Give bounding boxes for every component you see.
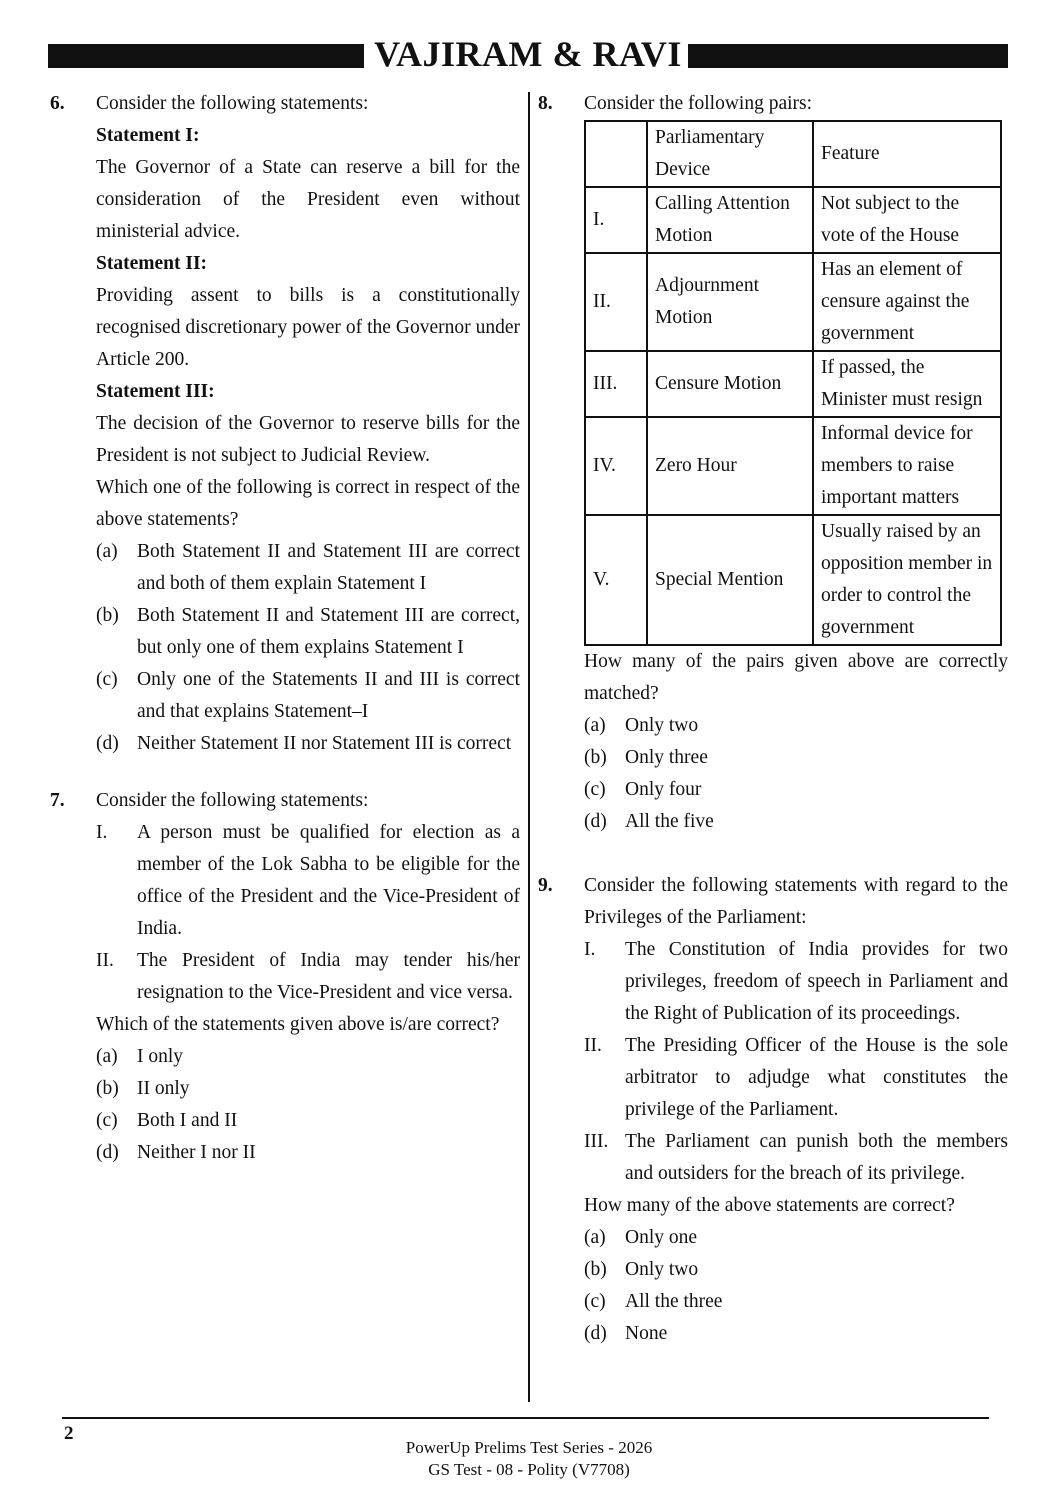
statement-label: I. <box>96 822 108 843</box>
statement-heading: Statement III: <box>96 381 215 402</box>
question-intro: Consider the following statements: <box>96 790 369 811</box>
statement-item <box>96 945 520 1009</box>
option-text: Both I and II <box>137 1110 238 1131</box>
question-prompt: How many of the pairs given above are correctly matched? <box>584 651 1008 704</box>
table-header-row <box>585 121 1001 187</box>
statement-text: Providing assent to bills is a constitutionally recognised discretionary power of the Governor under Article 200. <box>96 285 520 370</box>
option-label: (b) <box>96 1078 119 1099</box>
statement-label: II. <box>584 1035 602 1056</box>
statement-label: III. <box>584 1131 609 1152</box>
row-feature: Informal device for members to raise important matters <box>813 417 1001 515</box>
table-row <box>585 515 1001 645</box>
statement-label: II. <box>96 950 114 971</box>
question-7 <box>50 785 520 1169</box>
table-row <box>585 351 1001 417</box>
question-number: 9. <box>538 875 553 896</box>
row-device: Special Mention <box>647 515 813 645</box>
row-number: IV. <box>585 417 647 515</box>
statement-item <box>584 934 1008 1030</box>
answer-option <box>584 742 1008 774</box>
statement-item <box>584 1030 1008 1126</box>
table-row <box>585 187 1001 253</box>
statement-heading: Statement I: <box>96 125 200 146</box>
row-number: III. <box>585 351 647 417</box>
row-feature: Has an element of censure against the government <box>813 253 1001 351</box>
answer-option <box>96 536 520 600</box>
answer-option <box>96 1073 520 1105</box>
row-device: Adjournment Motion <box>647 253 813 351</box>
option-label: (a) <box>96 1046 118 1067</box>
answer-option <box>584 1318 1008 1350</box>
option-text: Only two <box>625 715 699 736</box>
option-text: Only two <box>625 1259 699 1280</box>
row-device: Calling Attention Motion <box>647 187 813 253</box>
left-column <box>50 88 520 1169</box>
option-label: (d) <box>96 1142 119 1163</box>
option-label: (b) <box>584 1259 607 1280</box>
answer-option <box>96 664 520 728</box>
option-label: (c) <box>96 1110 118 1131</box>
page-header <box>48 34 1008 76</box>
option-text: Only one of the Statements II and III is correct and that explains Statement–I <box>137 669 520 722</box>
option-label: (b) <box>96 605 119 626</box>
table-cell <box>585 121 647 187</box>
answer-option <box>96 1137 520 1169</box>
statement-text: The decision of the Governor to reserve bills for the President is not subject to Judicial Review. <box>96 413 520 466</box>
question-9 <box>538 870 1008 1350</box>
question-6 <box>50 88 520 760</box>
row-feature: If passed, the Minister must resign <box>813 351 1001 417</box>
option-text: Neither Statement II nor Statement III is correct <box>137 733 512 754</box>
option-text: II only <box>137 1078 190 1099</box>
option-text: Only one <box>625 1227 698 1248</box>
row-number: I. <box>585 187 647 253</box>
row-device: Censure Motion <box>647 351 813 417</box>
row-number: V. <box>585 515 647 645</box>
option-text: Neither I nor II <box>137 1142 256 1163</box>
column-divider <box>528 92 530 1402</box>
answer-option <box>96 1041 520 1073</box>
statement-text: The Parliament can punish both the members and outsiders for the breach of its privilege. <box>625 1131 1008 1184</box>
option-text: Only three <box>625 747 708 768</box>
question-intro: Consider the following pairs: <box>584 93 813 114</box>
question-intro: Consider the following statements: <box>96 93 369 114</box>
option-label: (b) <box>584 747 607 768</box>
brand-title: VAJIRAM & RAVI <box>374 34 682 74</box>
question-8 <box>538 88 1008 838</box>
option-label: (d) <box>96 733 119 754</box>
answer-option <box>584 1254 1008 1286</box>
question-number: 7. <box>50 790 65 811</box>
option-text: I only <box>137 1046 184 1067</box>
table-row <box>585 253 1001 351</box>
statement-text: The President of India may tender his/her resignation to the Vice-President and vice versa. <box>137 950 520 1003</box>
statement-text: The Presiding Officer of the House is the sole arbitrator to adjudge what constitutes the privilege of the Parliament. <box>625 1035 1008 1120</box>
option-label: (c) <box>96 669 118 690</box>
answer-option <box>584 1222 1008 1254</box>
row-feature: Usually raised by an opposition member in order to control the government <box>813 515 1001 645</box>
option-label: (a) <box>584 1227 606 1248</box>
option-label: (d) <box>584 1323 607 1344</box>
statement-item <box>584 1126 1008 1190</box>
answer-option <box>584 710 1008 742</box>
footer-test-name: GS Test - 08 - Polity (V7708) <box>428 1460 630 1479</box>
question-prompt: Which one of the following is correct in respect of the above statements? <box>96 477 520 530</box>
option-label: (c) <box>584 1291 606 1312</box>
question-number: 6. <box>50 93 65 114</box>
statement-text: The Constitution of India provides for two privileges, freedom of speech in Parliament and the Right of Publication of its proceedings. <box>625 939 1008 1024</box>
question-prompt: How many of the above statements are correct? <box>584 1195 955 1216</box>
pairs-table <box>584 120 1002 646</box>
right-column <box>538 88 1008 1350</box>
answer-option <box>96 728 520 760</box>
question-intro: Consider the following statements with regard to the Privileges of the Parliament: <box>584 875 1008 928</box>
footer <box>0 1437 1058 1481</box>
statement-item <box>96 817 520 945</box>
option-label: (c) <box>584 779 606 800</box>
row-feature: Not subject to the vote of the House <box>813 187 1001 253</box>
question-prompt: Which of the statements given above is/are correct? <box>96 1014 500 1035</box>
statement-label: I. <box>584 939 596 960</box>
option-label: (a) <box>584 715 606 736</box>
option-text: Only four <box>625 779 702 800</box>
statement-text: A person must be qualified for election as a member of the Lok Sabha to be eligible for the office of the President and the Vice-President of India. <box>137 822 520 939</box>
answer-option <box>584 806 1008 838</box>
question-number: 8. <box>538 93 553 114</box>
row-number: II. <box>585 253 647 351</box>
option-text: Both Statement II and Statement III are correct, but only one of them explains Statement I <box>137 605 520 658</box>
option-label: (a) <box>96 541 118 562</box>
table-row <box>585 417 1001 515</box>
answer-option <box>96 600 520 664</box>
statement-text: The Governor of a State can reserve a bill for the consideration of the President even without ministerial advice. <box>96 157 520 242</box>
answer-option <box>584 774 1008 806</box>
footer-rule <box>62 1417 989 1419</box>
page-number: 2 <box>64 1423 74 1444</box>
option-text: All the five <box>625 811 714 832</box>
row-device: Zero Hour <box>647 417 813 515</box>
option-text: Both Statement II and Statement III are correct and both of them explain Statement I <box>137 541 520 594</box>
option-text: None <box>625 1323 668 1344</box>
table-header-device: Parliamentary Device <box>647 121 813 187</box>
answer-option <box>584 1286 1008 1318</box>
answer-option <box>96 1105 520 1137</box>
statement-heading: Statement II: <box>96 253 208 274</box>
footer-series: PowerUp Prelims Test Series - 2026 <box>405 1438 653 1457</box>
table-header-feature: Feature <box>813 121 1001 187</box>
option-text: All the three <box>625 1291 723 1312</box>
option-label: (d) <box>584 811 607 832</box>
